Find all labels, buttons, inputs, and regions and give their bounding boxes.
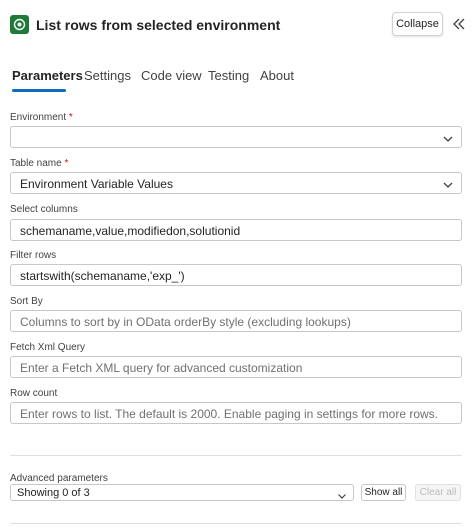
sort-by-input[interactable] [10,310,462,332]
tab-testing[interactable]: Testing [208,68,250,83]
environment-label: Environment * [10,112,73,123]
filter-rows-input[interactable] [10,264,462,286]
select-columns-label: Select columns [10,204,78,215]
row-count-label: Row count [10,388,58,399]
action-header [0,0,474,50]
advanced-parameters-value: Showing 0 of 3 [17,487,90,499]
table-name-value: Environment Variable Values [20,177,173,191]
row-count-placeholder: Enter rows to list. The default is 2000. Enable paging in settings for more rows. [20,407,438,421]
required-marker: * [64,158,69,169]
sort-by-placeholder: Columns to sort by in OData orderBy style (excluding lookups) [20,315,351,329]
filter-rows-label: Filter rows [10,250,57,261]
fetch-xml-placeholder: Enter a Fetch XML query for advanced customization [20,361,303,375]
tab-settings[interactable]: Settings [84,68,131,83]
filter-rows-value: startswith(schemaname,'exp_') [20,269,185,283]
bottom-divider [10,523,462,524]
chevron-down-icon [337,488,347,498]
environment-dropdown[interactable] [10,126,462,148]
chevron-down-icon [442,132,454,144]
select-columns-input[interactable] [10,219,462,241]
fetch-xml-input[interactable] [10,356,462,378]
advanced-parameters-label: Advanced parameters [10,473,108,484]
advanced-parameters-dropdown[interactable] [10,484,354,501]
collapse-button[interactable]: Collapse [392,12,443,36]
row-count-input[interactable] [10,402,462,424]
required-marker: * [68,112,73,123]
dataverse-icon [10,15,29,34]
clear-all-button[interactable]: Clear all [415,484,461,501]
table-name-label: Table name * [10,158,69,169]
tab-bar [0,62,474,94]
sort-by-label: Sort By [10,296,43,307]
section-divider [10,455,462,456]
chevron-down-icon [442,178,454,190]
tab-code-view[interactable]: Code view [141,68,202,83]
select-columns-value: schemaname,value,modifiedon,solutionid [20,224,241,238]
fetch-xml-label: Fetch Xml Query [10,342,86,353]
active-tab-indicator [12,89,66,92]
double-chevron-left-icon[interactable] [452,16,466,32]
action-title: List rows from selected environment [36,17,281,33]
tab-about[interactable]: About [260,68,294,83]
tab-parameters[interactable]: Parameters [12,68,83,83]
show-all-button[interactable]: Show all [361,484,406,501]
table-name-dropdown[interactable] [10,172,462,194]
